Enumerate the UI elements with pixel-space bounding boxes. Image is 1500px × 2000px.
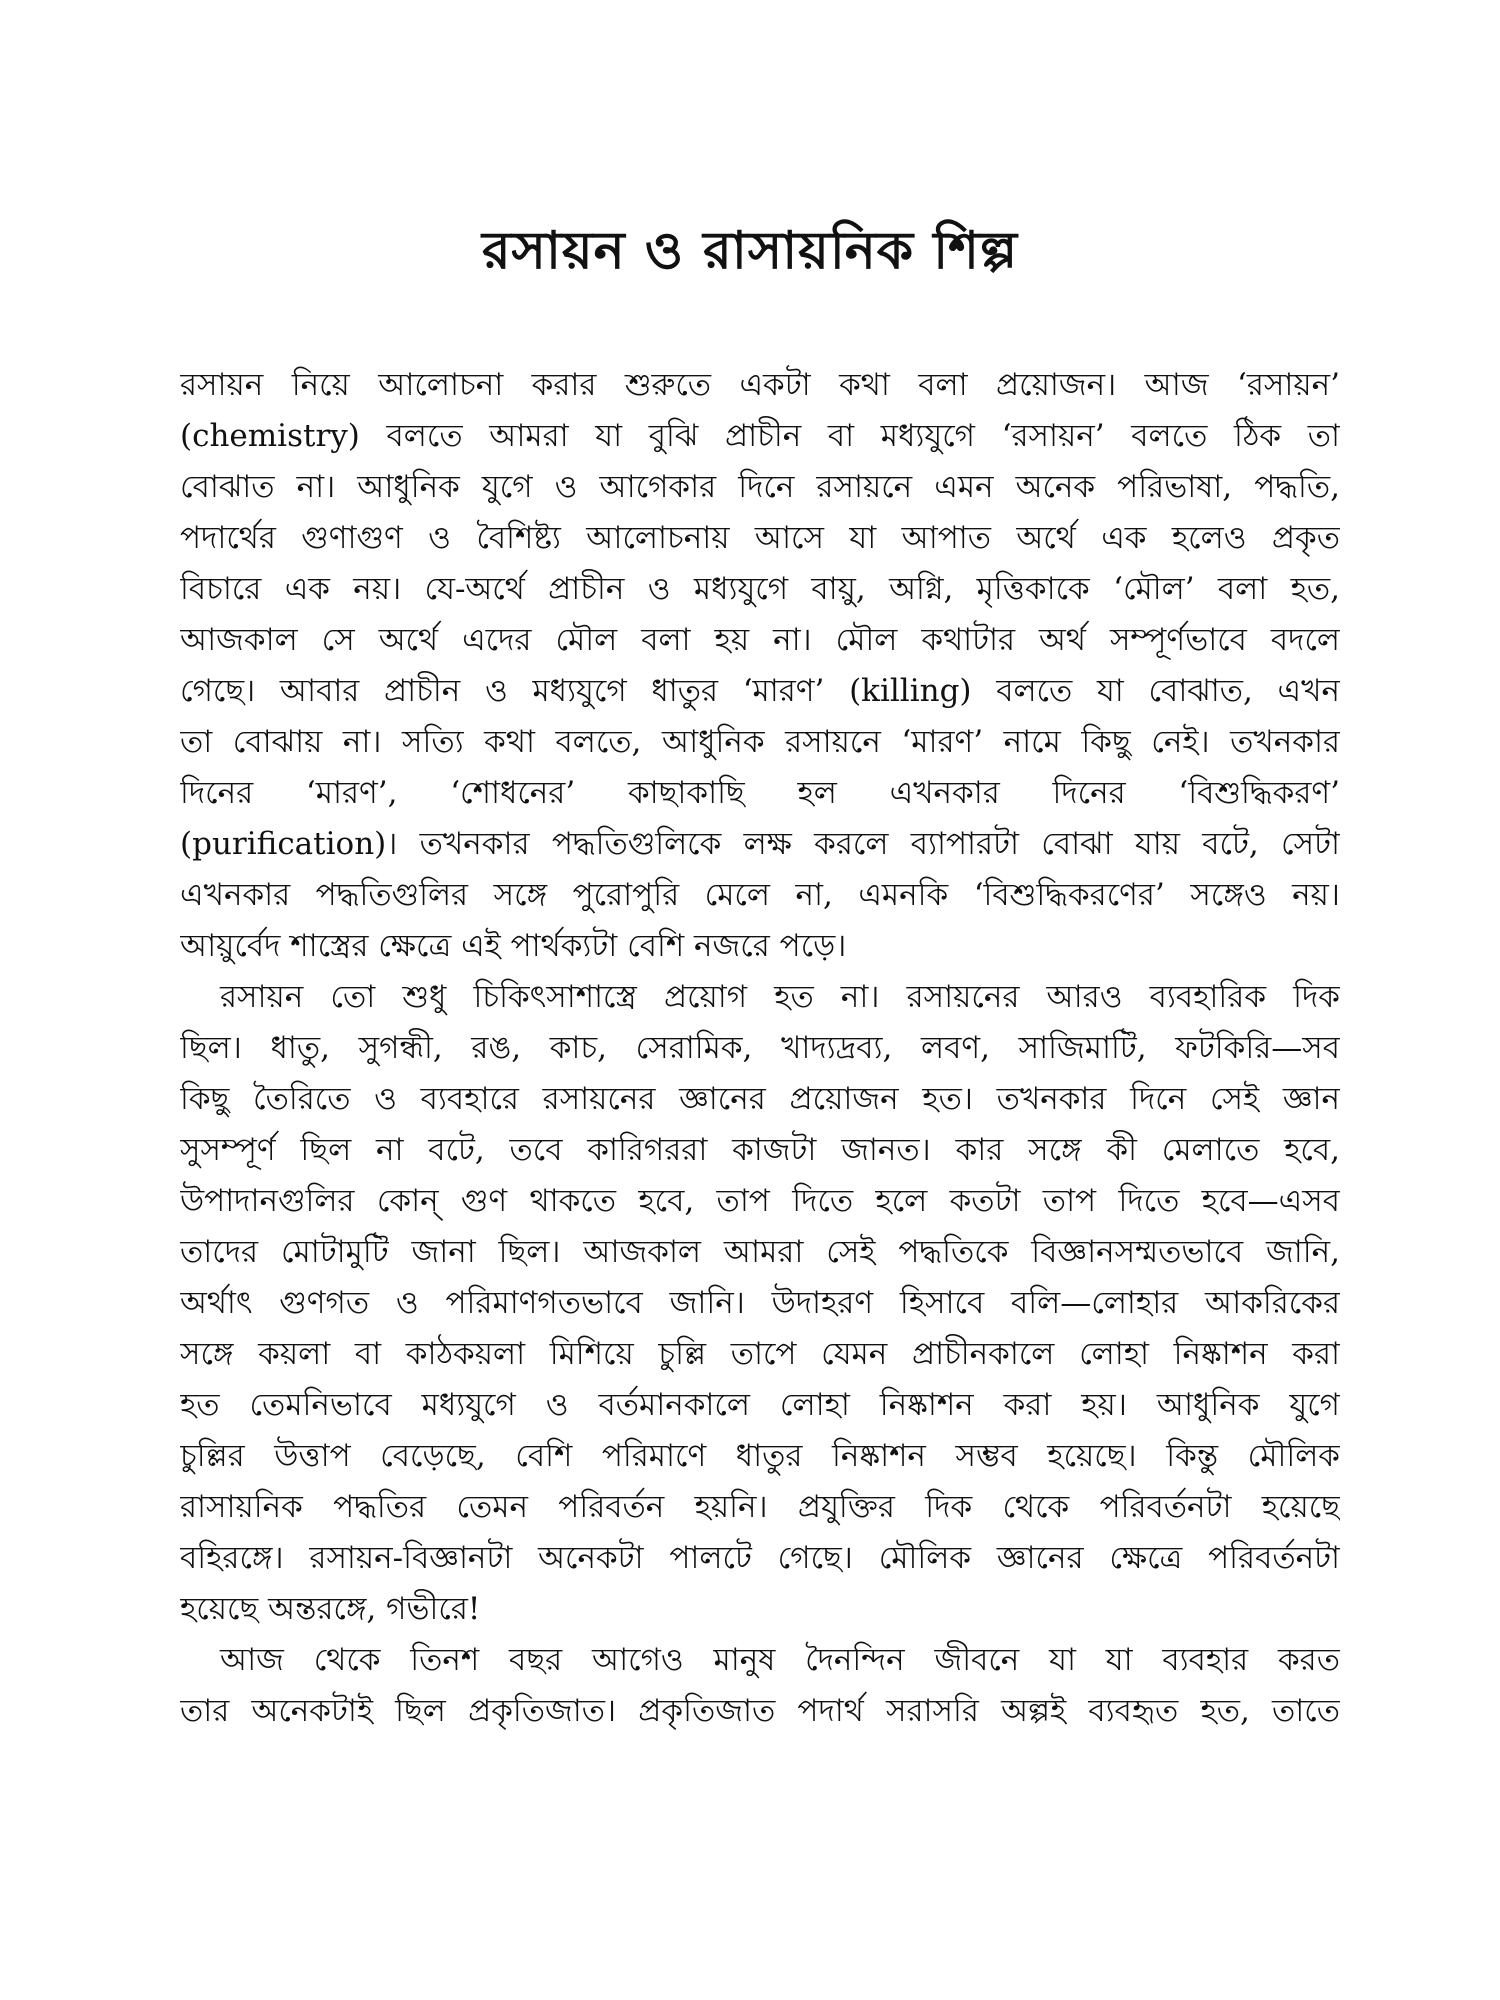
- text-line: তা বোঝায় না। সত্যি কথা বলতে, আধুনিক রসায়নে ‘মারণ’ নামে কিছু নেই। তখনকার: [180, 724, 1340, 760]
- text-line: আজকাল সে অর্থে এদের মৌল বলা হয় না। মৌল কথাটার অর্থ সম্পূর্ণভাবে বদলে: [180, 622, 1340, 658]
- text-line: (purification)। তখনকার পদ্ধতিগুলিকে লক্ষ করলে ব্যাপারটা বোঝা যায় বটে, সেটা: [180, 826, 1340, 862]
- text-line: রসায়ন তো শুধু চিকিৎসাশাস্ত্রে প্রয়োগ হত না। রসায়নের আরও ব্যবহারিক দিক: [220, 979, 1340, 1015]
- text-line: সঙ্গে কয়লা বা কাঠকয়লা মিশিয়ে চুল্লি তাপে যেমন প্রাচীনকালে লোহা নিষ্কাশন করা: [180, 1336, 1340, 1372]
- text-line: অর্থাৎ গুণগত ও পরিমাণগতভাবে জানি। উদাহরণ হিসাবে বলি—লোহার আকরিকের: [180, 1285, 1340, 1321]
- text-line: তাদের মোটামুটি জানা ছিল। আজকাল আমরা সেই পদ্ধতিকে বিজ্ঞানসম্মতভাবে জানি,: [180, 1234, 1340, 1270]
- text-line: (chemistry) বলতে আমরা যা বুঝি প্রাচীন বা মধ্যযুগে ‘রসায়ন’ বলতে ঠিক তা: [180, 418, 1340, 454]
- text-line: গেছে। আবার প্রাচীন ও মধ্যযুগে ধাতুর ‘মারণ’ (killing) বলতে যা বোঝাত, এখন: [180, 673, 1340, 709]
- text-line: রাসায়নিক পদ্ধতির তেমন পরিবর্তন হয়নি। প্রযুক্তির দিক থেকে পরিবর্তনটা হয়েছে: [180, 1489, 1340, 1525]
- text-line: উপাদানগুলির কোন্‌ গুণ থাকতে হবে, তাপ দিতে হলে কতটা তাপ দিতে হবে—এসব: [180, 1183, 1340, 1219]
- paragraph-2: [180, 972, 1340, 1635]
- text-line: আয়ুর্বেদ শাস্ত্রের ক্ষেত্রে এই পার্থক্যটা বেশি নজরে পড়ে।: [180, 928, 847, 964]
- text-line: হত তেমনিভাবে মধ্যযুগে ও বর্তমানকালে লোহা নিষ্কাশন করা হয়। আধুনিক যুগে: [180, 1387, 1340, 1423]
- text-line: আজ থেকে তিনশ বছর আগেও মানুষ দৈনন্দিন জীবনে যা যা ব্যবহার করত: [220, 1642, 1340, 1678]
- text-line: বোঝাত না। আধুনিক যুগে ও আগেকার দিনে রসায়নে এমন অনেক পরিভাষা, পদ্ধতি,: [180, 469, 1340, 505]
- text-line: তার অনেকটাই ছিল প্রকৃতিজাত। প্রকৃতিজাত পদার্থ সরাসরি অল্পই ব্যবহৃত হত, তাতে: [180, 1693, 1340, 1729]
- paragraph-3: [180, 1635, 1340, 1737]
- text-line: ছিল। ধাতু, সুগন্ধী, রঙ, কাচ, সেরামিক, খাদ্যদ্রব্য, লবণ, সাজিমাটি, ফটকিরি—সব: [180, 1030, 1340, 1066]
- text-line: রসায়ন নিয়ে আলোচনা করার শুরুতে একটা কথা বলা প্রয়োজন। আজ ‘রসায়ন’: [180, 367, 1340, 403]
- text-line: সুসম্পূর্ণ ছিল না বটে, তবে কারিগররা কাজটা জানত। কার সঙ্গে কী মেলাতে হবে,: [180, 1132, 1340, 1168]
- text-line: চুল্লির উত্তাপ বেড়েছে, বেশি পরিমাণে ধাতুর নিষ্কাশন সম্ভব হয়েছে। কিন্তু মৌলিক: [180, 1438, 1340, 1474]
- text-line: এখনকার পদ্ধতিগুলির সঙ্গে পুরোপুরি মেলে না, এমনকি ‘বিশুদ্ধিকরণের’ সঙ্গেও নয়।: [180, 877, 1340, 913]
- text-line: কিছু তৈরিতে ও ব্যবহারে রসায়নের জ্ঞানের প্রয়োজন হত। তখনকার দিনে সেই জ্ঞান: [180, 1081, 1340, 1117]
- body-text: [180, 360, 1340, 1737]
- text-line: পদার্থের গুণাগুণ ও বৈশিষ্ট্য আলোচনায় আসে যা আপাত অর্থে এক হলেও প্রকৃত: [180, 520, 1340, 556]
- text-line: দিনের ‘মারণ’, ‘শোধনের’ কাছাকাছি হল এখনকার দিনের ‘বিশুদ্ধিকরণ’: [180, 775, 1340, 811]
- text-line: বহিরঙ্গে। রসায়ন-বিজ্ঞানটা অনেকটা পালটে গেছে। মৌলিক জ্ঞানের ক্ষেত্রে পরিবর্তনটা: [180, 1540, 1340, 1576]
- chapter-title: রসায়ন ও রাসায়নিক শিল্প: [481, 221, 1019, 281]
- text-line: বিচারে এক নয়। যে-অর্থে প্রাচীন ও মধ্যযুগে বায়ু, অগ্নি, মৃত্তিকাকে ‘মৌল’ বলা হত,: [180, 571, 1340, 607]
- text-line: হয়েছে অন্তরঙ্গে, গভীরে!: [180, 1591, 481, 1627]
- paragraph-1: [180, 360, 1340, 972]
